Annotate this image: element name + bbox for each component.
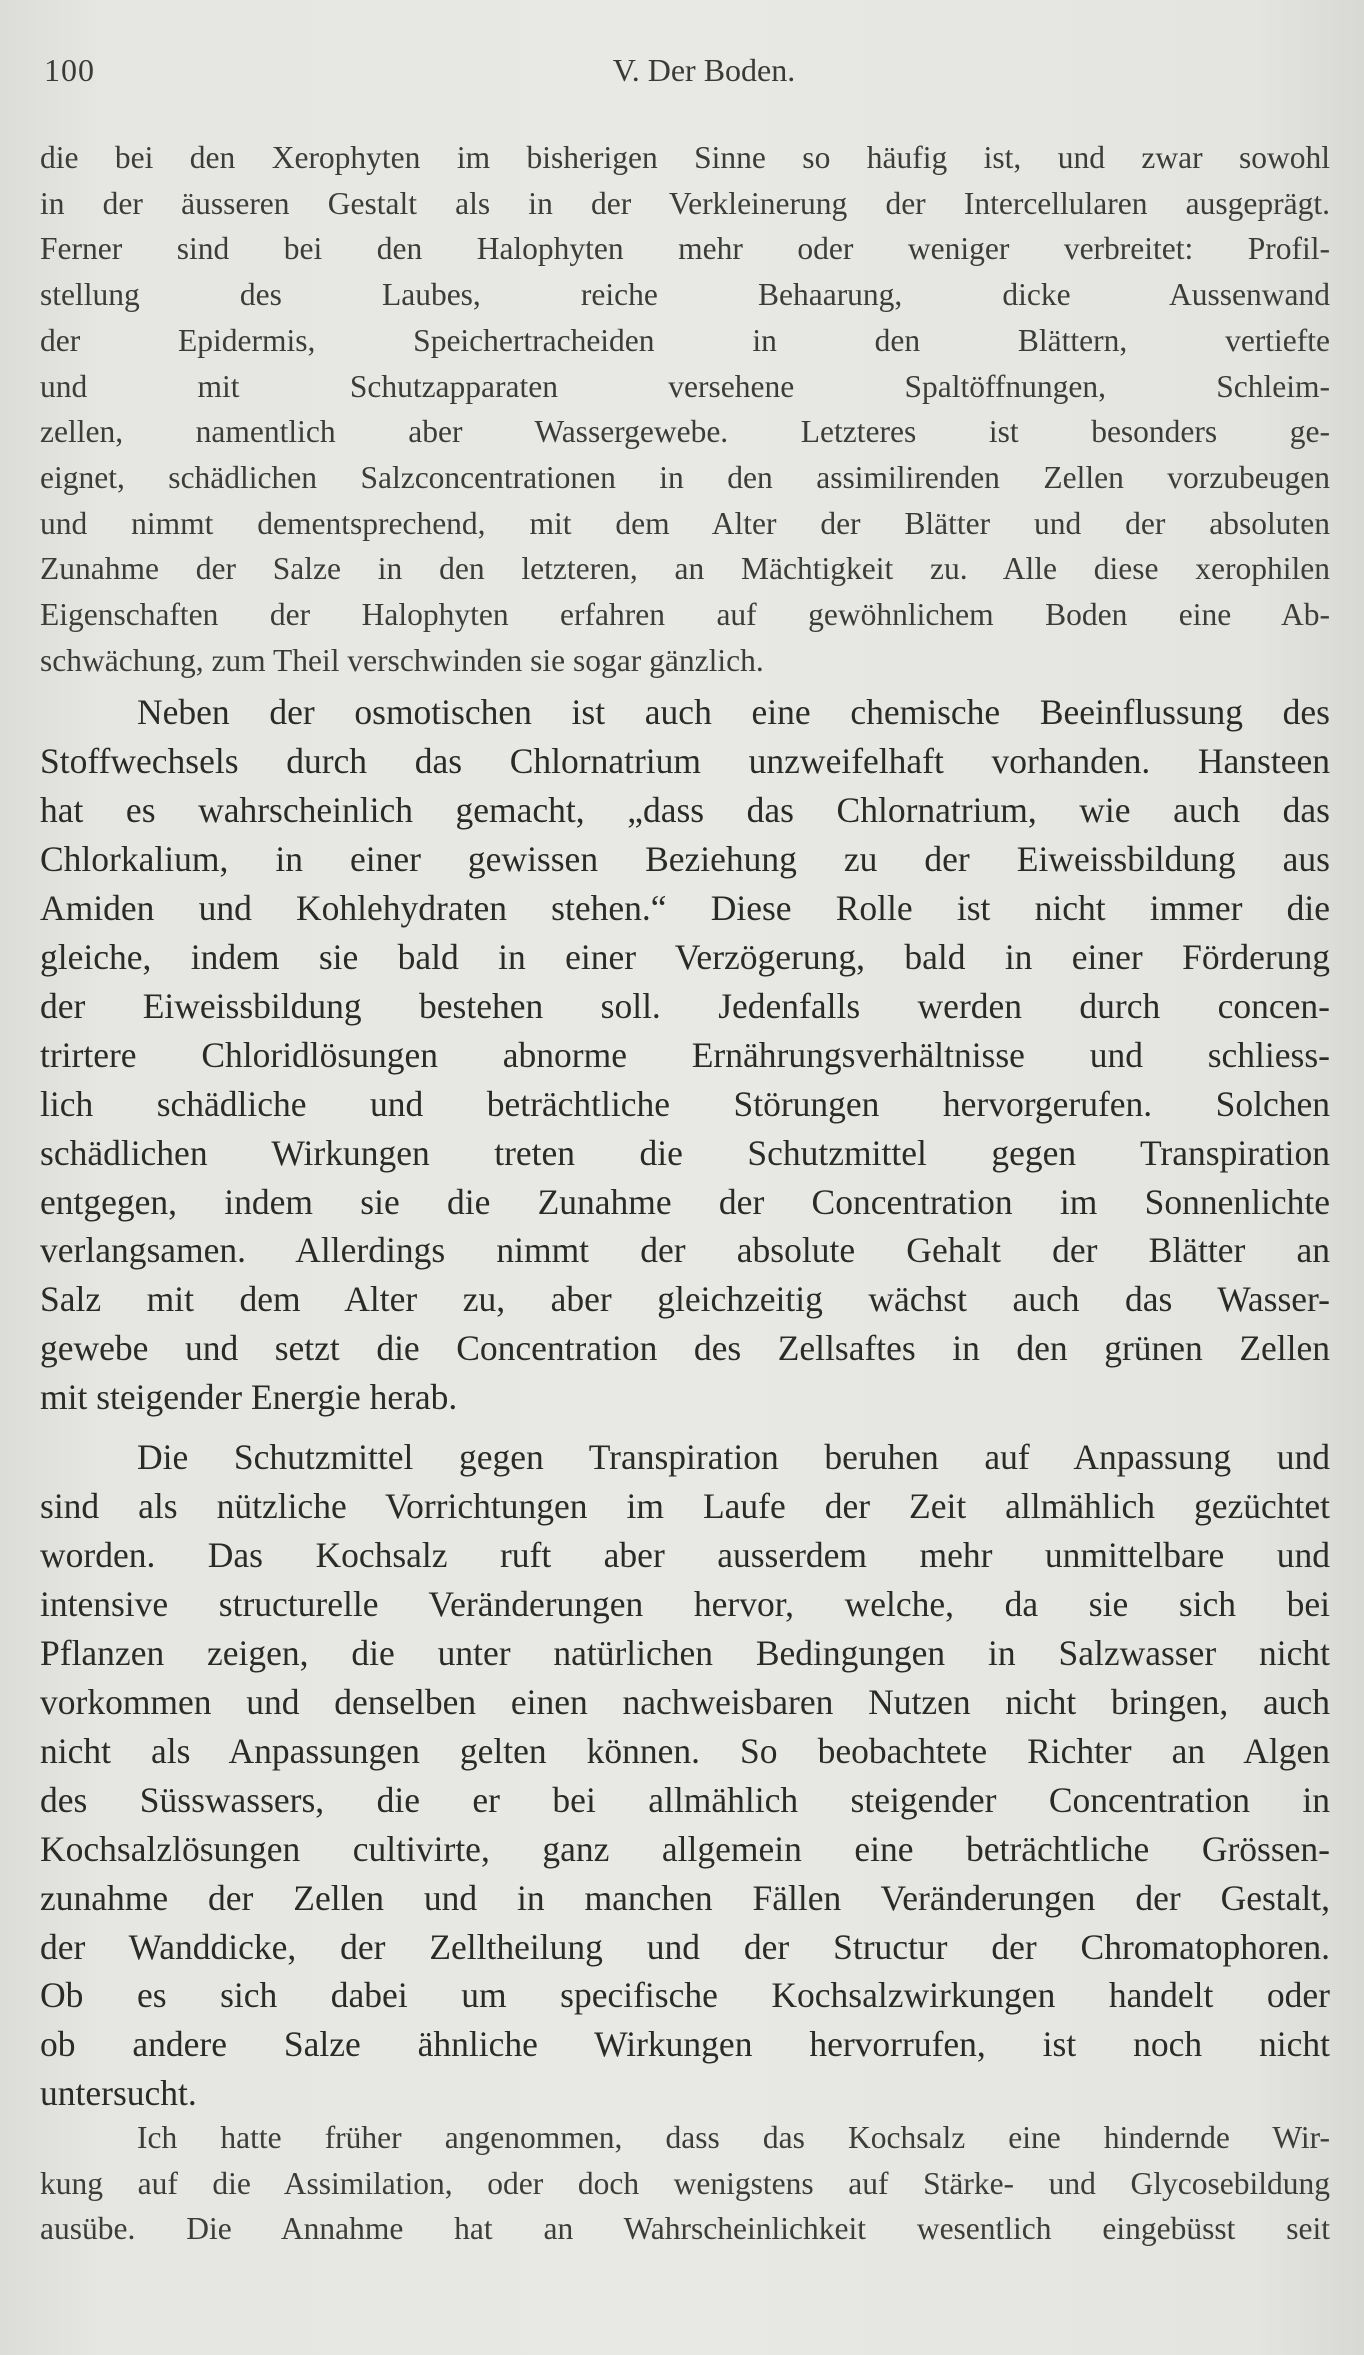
text-line: in der äusseren Gestalt als in der Verkleinerung der Intercellularen ausgeprägt. — [40, 185, 1330, 221]
text-line: der Wanddicke, der Zelltheilung und der Structur der Chromatophoren. — [40, 1926, 1330, 1967]
text-line: worden. Das Kochsalz ruft aber ausserdem mehr unmittelbare und — [40, 1534, 1330, 1575]
text-line: Ferner sind bei den Halophyten mehr oder weniger verbreitet: Profil- — [40, 231, 1330, 267]
text-line: nicht als Anpassungen gelten können. So beobachtete Richter an Algen — [40, 1730, 1330, 1771]
text-line: Chlorkalium, in einer gewissen Beziehung zu der Eiweissbildung aus — [40, 838, 1330, 879]
text-line: Zunahme der Salze in den letzteren, an Mächtigkeit zu. Alle diese xerophilen — [40, 551, 1330, 587]
text-line: Kochsalzlösungen cultivirte, ganz allgemein eine beträchtliche Grössen- — [40, 1828, 1330, 1869]
text-line: zunahme der Zellen und in manchen Fällen Veränderungen der Gestalt, — [40, 1877, 1330, 1918]
paragraph-4 — [40, 2115, 1330, 2252]
paragraph-1 — [40, 135, 1330, 683]
text-line: Amiden und Kohlehydraten stehen.“ Diese Rolle ist nicht immer die — [40, 887, 1330, 928]
text-line: Pflanzen zeigen, die unter natürlichen Bedingungen in Salzwasser nicht — [40, 1632, 1330, 1673]
text-line: Salz mit dem Alter zu, aber gleichzeitig wächst auch das Wasser- — [40, 1279, 1330, 1320]
text-line: Die Schutzmittel gegen Transpiration beruhen auf Anpassung und — [137, 1437, 1330, 1477]
text-line: schwächung, zum Theil verschwinden sie sogar gänzlich. — [40, 642, 764, 678]
text-line: gewebe und setzt die Concentration des Zellsaftes in den grünen Zellen — [40, 1328, 1330, 1369]
text-line: eignet, schädlichen Salzconcentrationen in den assimilirenden Zellen vorzubeugen — [40, 459, 1330, 495]
text-line: entgegen, indem sie die Zunahme der Concentration im Sonnenlichte — [40, 1181, 1330, 1222]
text-line: ausübe. Die Annahme hat an Wahrscheinlichkeit wesentlich eingebüsst seit — [40, 2211, 1330, 2247]
text-line: intensive structurelle Veränderungen hervor, welche, da sie sich bei — [40, 1583, 1330, 1624]
text-line: und mit Schutzapparaten versehene Spaltöffnungen, Schleim- — [40, 368, 1330, 404]
text-line: Eigenschaften der Halophyten erfahren auf gewöhnlichem Boden eine Ab- — [40, 597, 1330, 633]
text-line: Ich hatte früher angenommen, dass das Kochsalz eine hindernde Wir- — [137, 2120, 1330, 2155]
text-line: untersucht. — [40, 2073, 197, 2114]
paragraph-2 — [40, 688, 1330, 1422]
text-line: hat es wahrscheinlich gemacht, „dass das Chlornatrium, wie auch das — [40, 789, 1330, 830]
text-line: zellen, namentlich aber Wassergewebe. Letzteres ist besonders ge- — [40, 414, 1330, 450]
running-head: V. Der Boden. — [612, 52, 796, 88]
page-number: 100 — [44, 52, 95, 88]
text-line: der Epidermis, Speichertracheiden in den Blättern, vertiefte — [40, 322, 1330, 358]
page-header — [44, 52, 1304, 92]
text-line: trirtere Chloridlösungen abnorme Ernährungsverhältnisse und schliess- — [40, 1034, 1330, 1075]
text-line: verlangsamen. Allerdings nimmt der absolute Gehalt der Blätter an — [40, 1230, 1330, 1271]
text-line: und nimmt dementsprechend, mit dem Alter der Blätter und der absoluten — [40, 505, 1330, 541]
text-line: Neben der osmotischen ist auch eine chemische Beeinflussung des — [137, 692, 1330, 732]
text-line: Stoffwechsels durch das Chlornatrium unzweifelhaft vorhanden. Hansteen — [40, 740, 1330, 781]
text-line: kung auf die Assimilation, oder doch wenigstens auf Stärke- und Glycosebildung — [40, 2165, 1330, 2201]
text-line: lich schädliche und beträchtliche Störungen hervorgerufen. Solchen — [40, 1083, 1330, 1124]
text-line: stellung des Laubes, reiche Behaarung, dicke Aussenwand — [40, 277, 1330, 313]
text-line: sind als nützliche Vorrichtungen im Laufe der Zeit allmählich gezüchtet — [40, 1485, 1330, 1526]
text-line: ob andere Salze ähnliche Wirkungen hervorrufen, ist noch nicht — [40, 2024, 1330, 2065]
text-line: der Eiweissbildung bestehen soll. Jedenfalls werden durch concen- — [40, 985, 1330, 1026]
text-line: vorkommen und denselben einen nachweisbaren Nutzen nicht bringen, auch — [40, 1681, 1330, 1722]
text-line: gleiche, indem sie bald in einer Verzögerung, bald in einer Förderung — [40, 936, 1330, 977]
text-line: mit steigender Energie herab. — [40, 1377, 458, 1418]
text-line: des Süsswassers, die er bei allmählich steigender Concentration in — [40, 1779, 1330, 1820]
text-line: schädlichen Wirkungen treten die Schutzmittel gegen Transpiration — [40, 1132, 1330, 1173]
paragraph-3 — [40, 1433, 1330, 2118]
text-line: Ob es sich dabei um specifische Kochsalzwirkungen handelt oder — [40, 1975, 1330, 2016]
text-line: die bei den Xerophyten im bisherigen Sinne so häufig ist, und zwar sowohl — [40, 140, 1330, 175]
